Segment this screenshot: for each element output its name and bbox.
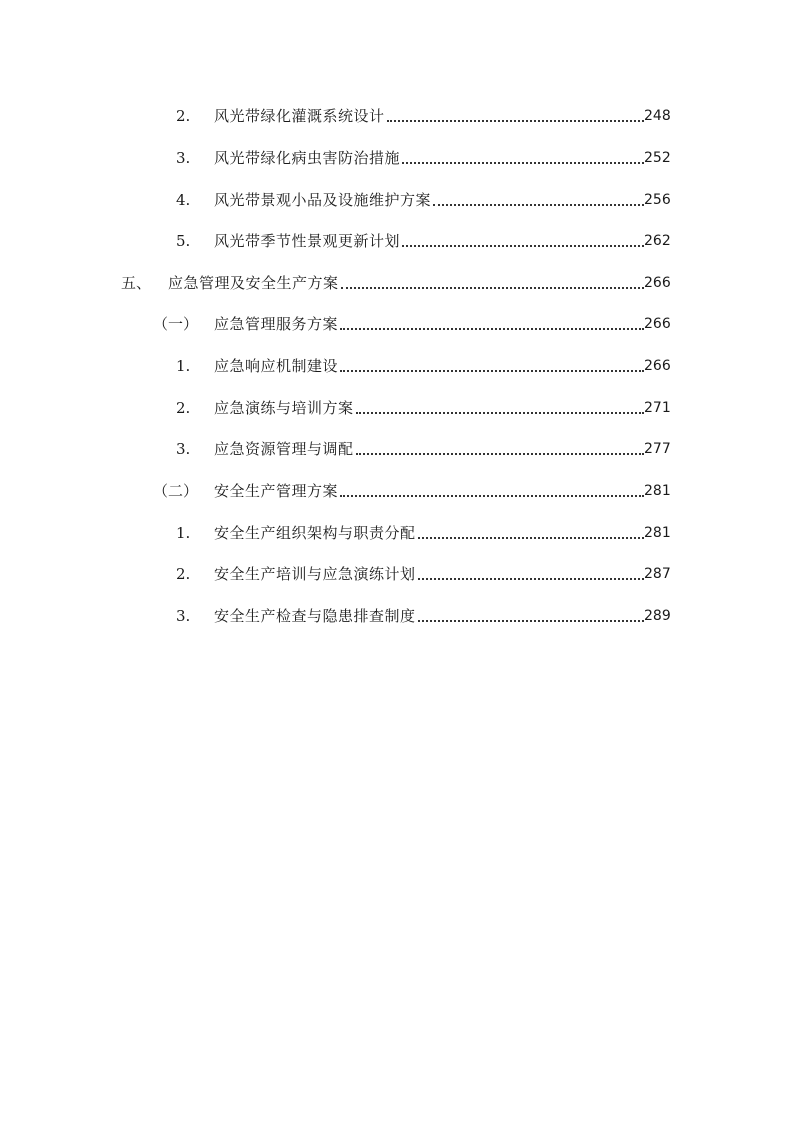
dot-leader [340, 495, 644, 497]
toc-entry[interactable] [0, 146, 793, 170]
entry-number: 1. [176, 524, 191, 542]
toc-entry[interactable] [0, 312, 793, 336]
toc-entry[interactable] [0, 188, 793, 212]
toc-entry[interactable] [0, 396, 793, 420]
dot-leader [418, 620, 644, 622]
entry-title: 风光带景观小品及设施维护方案 [214, 191, 432, 209]
toc-entry[interactable] [0, 604, 793, 628]
toc-entry[interactable] [0, 521, 793, 545]
entry-title: 安全生产检查与隐患排查制度 [214, 607, 416, 625]
entry-number: 4. [176, 191, 191, 209]
entry-page-number: 281 [644, 483, 671, 499]
toc-entry[interactable] [0, 271, 793, 295]
entry-page-number: 252 [644, 150, 671, 166]
toc-entry[interactable] [0, 437, 793, 461]
entry-number: 2. [176, 107, 191, 125]
entry-page-number: 287 [644, 566, 671, 582]
entry-title: 应急资源管理与调配 [214, 440, 354, 458]
dot-leader [340, 370, 644, 372]
toc-entry[interactable] [0, 479, 793, 503]
entry-page-number: 256 [644, 192, 671, 208]
entry-number: （一） [153, 315, 199, 333]
entry-title: 安全生产培训与应急演练计划 [214, 565, 416, 583]
entry-page-number: 248 [644, 108, 671, 124]
entry-number: 2. [176, 399, 191, 417]
entry-number: 五、 [121, 274, 152, 292]
dot-leader [418, 578, 644, 580]
entry-title: 风光带绿化病虫害防治措施 [214, 149, 401, 167]
entry-page-number: 289 [644, 608, 671, 624]
toc-entry[interactable] [0, 229, 793, 253]
entry-number: 3. [176, 149, 191, 167]
entry-title: 应急演练与培训方案 [214, 399, 354, 417]
dot-leader [340, 328, 644, 330]
entry-number: （二） [153, 482, 199, 500]
entry-page-number: 281 [644, 525, 671, 541]
entry-title: 安全生产管理方案 [214, 482, 339, 500]
entry-page-number: 262 [644, 233, 671, 249]
toc-entry[interactable] [0, 562, 793, 586]
entry-number: 5. [176, 232, 191, 250]
entry-title: 应急管理及安全生产方案 [168, 274, 339, 292]
entry-page-number: 266 [644, 275, 671, 291]
toc-entry[interactable] [0, 104, 793, 128]
entry-number: 3. [176, 607, 191, 625]
dot-leader [356, 412, 644, 414]
dot-leader [356, 453, 644, 455]
dot-leader [402, 162, 644, 164]
toc-entry[interactable] [0, 354, 793, 378]
entry-title: 应急响应机制建设 [214, 357, 339, 375]
dot-leader [433, 204, 644, 206]
dot-leader [387, 120, 644, 122]
entry-number: 1. [176, 357, 191, 375]
entry-page-number: 277 [644, 441, 671, 457]
dot-leader [418, 537, 644, 539]
entry-title: 安全生产组织架构与职责分配 [214, 524, 416, 542]
entry-page-number: 266 [644, 316, 671, 332]
dot-leader [402, 245, 644, 247]
entry-number: 2. [176, 565, 191, 583]
entry-number: 3. [176, 440, 191, 458]
entry-page-number: 271 [644, 400, 671, 416]
entry-title: 风光带绿化灌溉系统设计 [214, 107, 385, 125]
entry-title: 应急管理服务方案 [214, 315, 339, 333]
dot-leader [341, 287, 644, 289]
entry-title: 风光带季节性景观更新计划 [214, 232, 401, 250]
entry-page-number: 266 [644, 358, 671, 374]
